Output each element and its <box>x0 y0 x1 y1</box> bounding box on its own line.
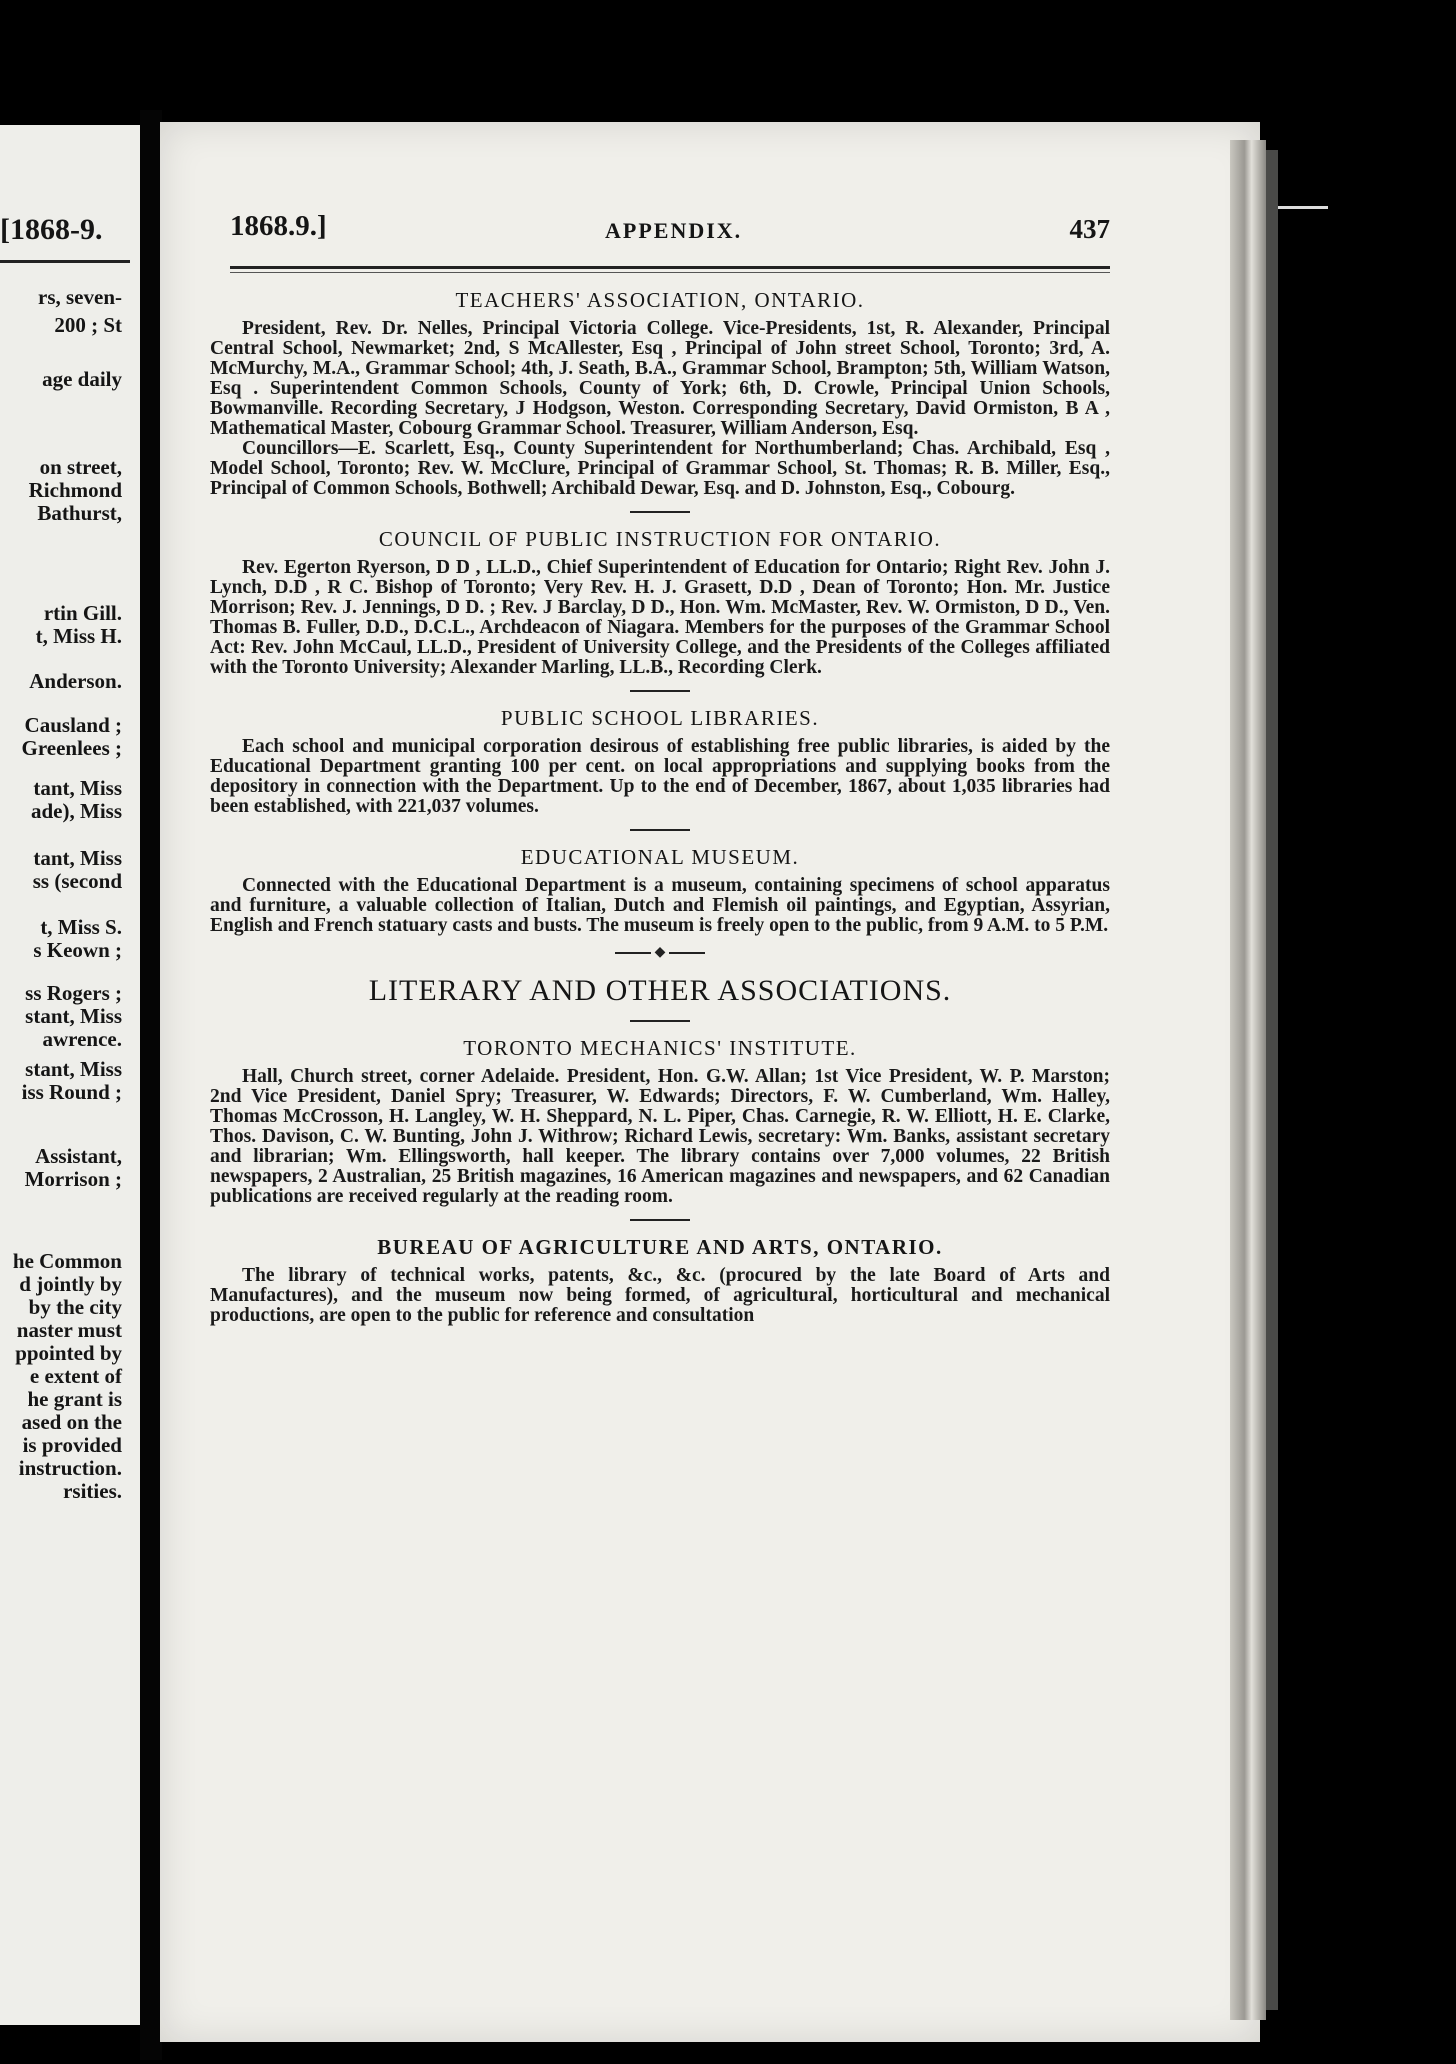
head-rule <box>230 266 1110 269</box>
left-page-text-fragment: Richmond <box>28 478 122 502</box>
left-page-text-fragment: by the city <box>28 1295 122 1319</box>
left-page-text-fragment: is provided <box>22 1433 122 1457</box>
left-page-fragment <box>0 125 140 2025</box>
left-page-text-fragment: ased on the <box>21 1410 122 1434</box>
libraries-paragraph: Each school and municipal corporation desirous of establishing free public libraries, is aided by the Educational Department granting 100 per cent. on local appropriations and supplying books from the depository in connection with the Department. Up to the end of December, 1867, about 1,035 libraries had been established, with 221,037 volumes. <box>210 736 1110 817</box>
head-rule-thin <box>230 272 1110 273</box>
left-page-text-fragment: iss Round ; <box>21 1080 122 1104</box>
page-edge <box>1230 140 1266 2020</box>
ornamental-divider: ◆ <box>615 946 705 960</box>
museum-paragraph: Connected with the Educational Department is a museum, containing specimens of school apparatus and furniture, a valuable collection of Italian, Dutch and Flemish oil paintings, and Egyptian, Assyrian, English and French statuary casts and busts. The museum is freely open to the public, from 9 A.M. to 5 P.M. <box>210 875 1110 936</box>
left-page-text-fragment: stant, Miss <box>25 1004 122 1028</box>
page-edge-shadow <box>1266 150 1278 2010</box>
council-members: Rev. Egerton Ryerson, D D , LL.D., Chief Superintendent of Education for Ontario; Right Rev. John J. Lynch, D.D , R C. Bishop of Toronto; Very Rev. H. J. Grasett, D.D , Dean of Toronto; Hon. Mr. Justice Morrison; Rev. J. Jennings, D D. ; Rev. J Barclay, D D., Hon. Wm. McMaster, Rev. W. Ormiston, D D., Ven. Thomas B. Fuller, D.D., D.C.L., Archdeacon of Niagara. Members for the purposes of the Grammar School Act: Rev. John McCaul, LL.D., President of University College, and the Presidents of the Colleges affiliated with the Toronto University; Alexander Marling, LL.B., Recording Clerk. <box>210 557 1110 678</box>
left-page-text-fragment: d jointly by <box>19 1272 122 1296</box>
page-content <box>210 288 1110 1326</box>
section-divider <box>630 1020 690 1022</box>
left-page-text-fragment: rs, seven- <box>38 285 122 309</box>
left-page-text-fragment: ade), Miss <box>31 799 122 823</box>
mechanics-institute-paragraph: Hall, Church street, corner Adelaide. President, Hon. G.W. Allan; 1st Vice President, W. P. Marston; 2nd Vice President, Daniel Spry; Treasurer, W. Edwards; Directors, F. W. Cumberland, Wm. Halley, Thomas McCrosson, H. Langley, W. H. Sheppard, N. L. Piper, Chas. Carnegie, R. W. Elliott, H. E. Clarke, Thos. Davison, C. W. Bunting, John J. Withrow; Richard Lewis, secretary: Wm. Banks, assistant secretary and librarian; Wm. Ellingsworth, hall keeper. The library contains over 7,000 volumes, 22 British newspapers, 2 Australian, 25 British magazines, 16 American magazines and newspapers, and 62 Canadian publications are received regularly at the reading room. <box>210 1066 1110 1207</box>
left-page-text-fragment: Greenlees ; <box>21 736 122 760</box>
section-divider <box>630 690 690 692</box>
left-page-text-fragment: awrence. <box>42 1027 122 1051</box>
left-page-text-fragment: tant, Miss <box>33 776 122 800</box>
left-page-text-fragment: Anderson. <box>29 669 122 693</box>
teachers-association-officers: President, Rev. Dr. Nelles, Principal Victoria College. Vice-Presidents, 1st, R. Alexander, Principal Central School, Newmarket; 2nd, S McAllester, Esq , Principal of John street School, Toronto; 3rd, A. McMurchy, M.A., Grammar School; 4th, J. Seath, B.A., Grammar School, Brampton; 5th, William Watson, Esq . Superintendent Common Schools, County of York; 6th, D. Crowle, Principal Union Schools, Bowmanville. Recording Secretary, J Hodgson, Weston. Corresponding Secretary, David Ormiston, B A , Mathematical Master, Cobourg Grammar School. Treasurer, William Anderson, Esq. <box>210 318 1110 439</box>
running-head-title: APPENDIX. <box>605 218 743 243</box>
left-page-text-fragment: naster must <box>16 1318 122 1342</box>
left-page-text-fragment: tant, Miss <box>33 846 122 870</box>
left-page-text-fragment: stant, Miss <box>25 1057 122 1081</box>
section-title-public-school-libraries: PUBLIC SCHOOL LIBRARIES. <box>500 706 820 730</box>
left-page-text-fragment: Morrison ; <box>24 1167 122 1191</box>
section-divider <box>630 1219 690 1221</box>
left-page-text-fragment: t, Miss S. <box>40 915 122 939</box>
left-page-text-fragment: t, Miss H. <box>35 624 122 648</box>
section-title-bureau-agriculture: BUREAU OF AGRICULTURE AND ARTS, ONTARIO. <box>377 1235 943 1259</box>
left-page-text-fragment: instruction. <box>18 1456 122 1480</box>
section-divider <box>630 511 690 513</box>
running-head-year: 1868.9.] <box>230 210 327 242</box>
left-page-text-fragment: ss Rogers ; <box>25 981 122 1005</box>
left-page-text-fragment: ppointed by <box>15 1341 122 1365</box>
section-title-toronto-mechanics-institute: TORONTO MECHANICS' INSTITUTE. <box>463 1036 857 1060</box>
bureau-paragraph: The library of technical works, patents, &c., &c. (procured by the late Board of Arts and Manufactures), and the museum now being formed, of agricultural, horticultural and mechanical productions, are open to the public for reference and consultation <box>210 1265 1110 1326</box>
major-title-literary-associations: LITERARY AND OTHER ASSOCIATIONS. <box>368 974 952 1007</box>
section-title-council-public-instruction: COUNCIL OF PUBLIC INSTRUCTION FOR ONTARIO. <box>378 527 942 551</box>
left-page-text-fragment: rsities. <box>63 1479 122 1503</box>
next-page-edge <box>1278 160 1348 210</box>
book-gutter <box>140 110 162 2060</box>
left-page-text-fragment: on street, <box>39 455 122 479</box>
left-page-rule <box>0 260 130 263</box>
left-page-text-fragment: Bathurst, <box>37 501 122 525</box>
left-page-text-fragment: he Common <box>12 1249 122 1273</box>
left-page-text-fragment: s Keown ; <box>33 938 122 962</box>
left-page-text-fragment: 200 ; St <box>54 313 122 337</box>
left-page-text-fragment: ss (second <box>32 869 122 893</box>
teachers-association-councillors: Councillors—E. Scarlett, Esq., County Superintendent for Northumberland; Chas. Archibald, Esq , Model School, Toronto; Rev. W. McClure, Principal of Grammar School, St. Thomas; R. B. Miller, Esq., Principal of Common Schools, Bothwell; Archibald Dewar, Esq. and D. Johnston, Esq., Cobourg. <box>210 438 1110 499</box>
page-number: 437 <box>1069 214 1110 244</box>
left-page-text-fragment: rtin Gill. <box>43 601 122 625</box>
left-page-text-fragment: he grant is <box>27 1387 122 1411</box>
section-divider <box>630 829 690 831</box>
left-page-text-fragment: Assistant, <box>35 1144 122 1168</box>
left-page-text-fragment: e extent of <box>29 1364 122 1388</box>
left-page-text-fragment: age daily <box>42 367 122 391</box>
section-title-educational-museum: EDUCATIONAL MUSEUM. <box>520 845 800 869</box>
left-page-running-head: [1868-9. <box>0 213 103 246</box>
section-title-teachers-association: TEACHERS' ASSOCIATION, ONTARIO. <box>455 288 865 312</box>
left-page-text-fragment: Causland ; <box>24 713 122 737</box>
running-head <box>230 210 1110 250</box>
